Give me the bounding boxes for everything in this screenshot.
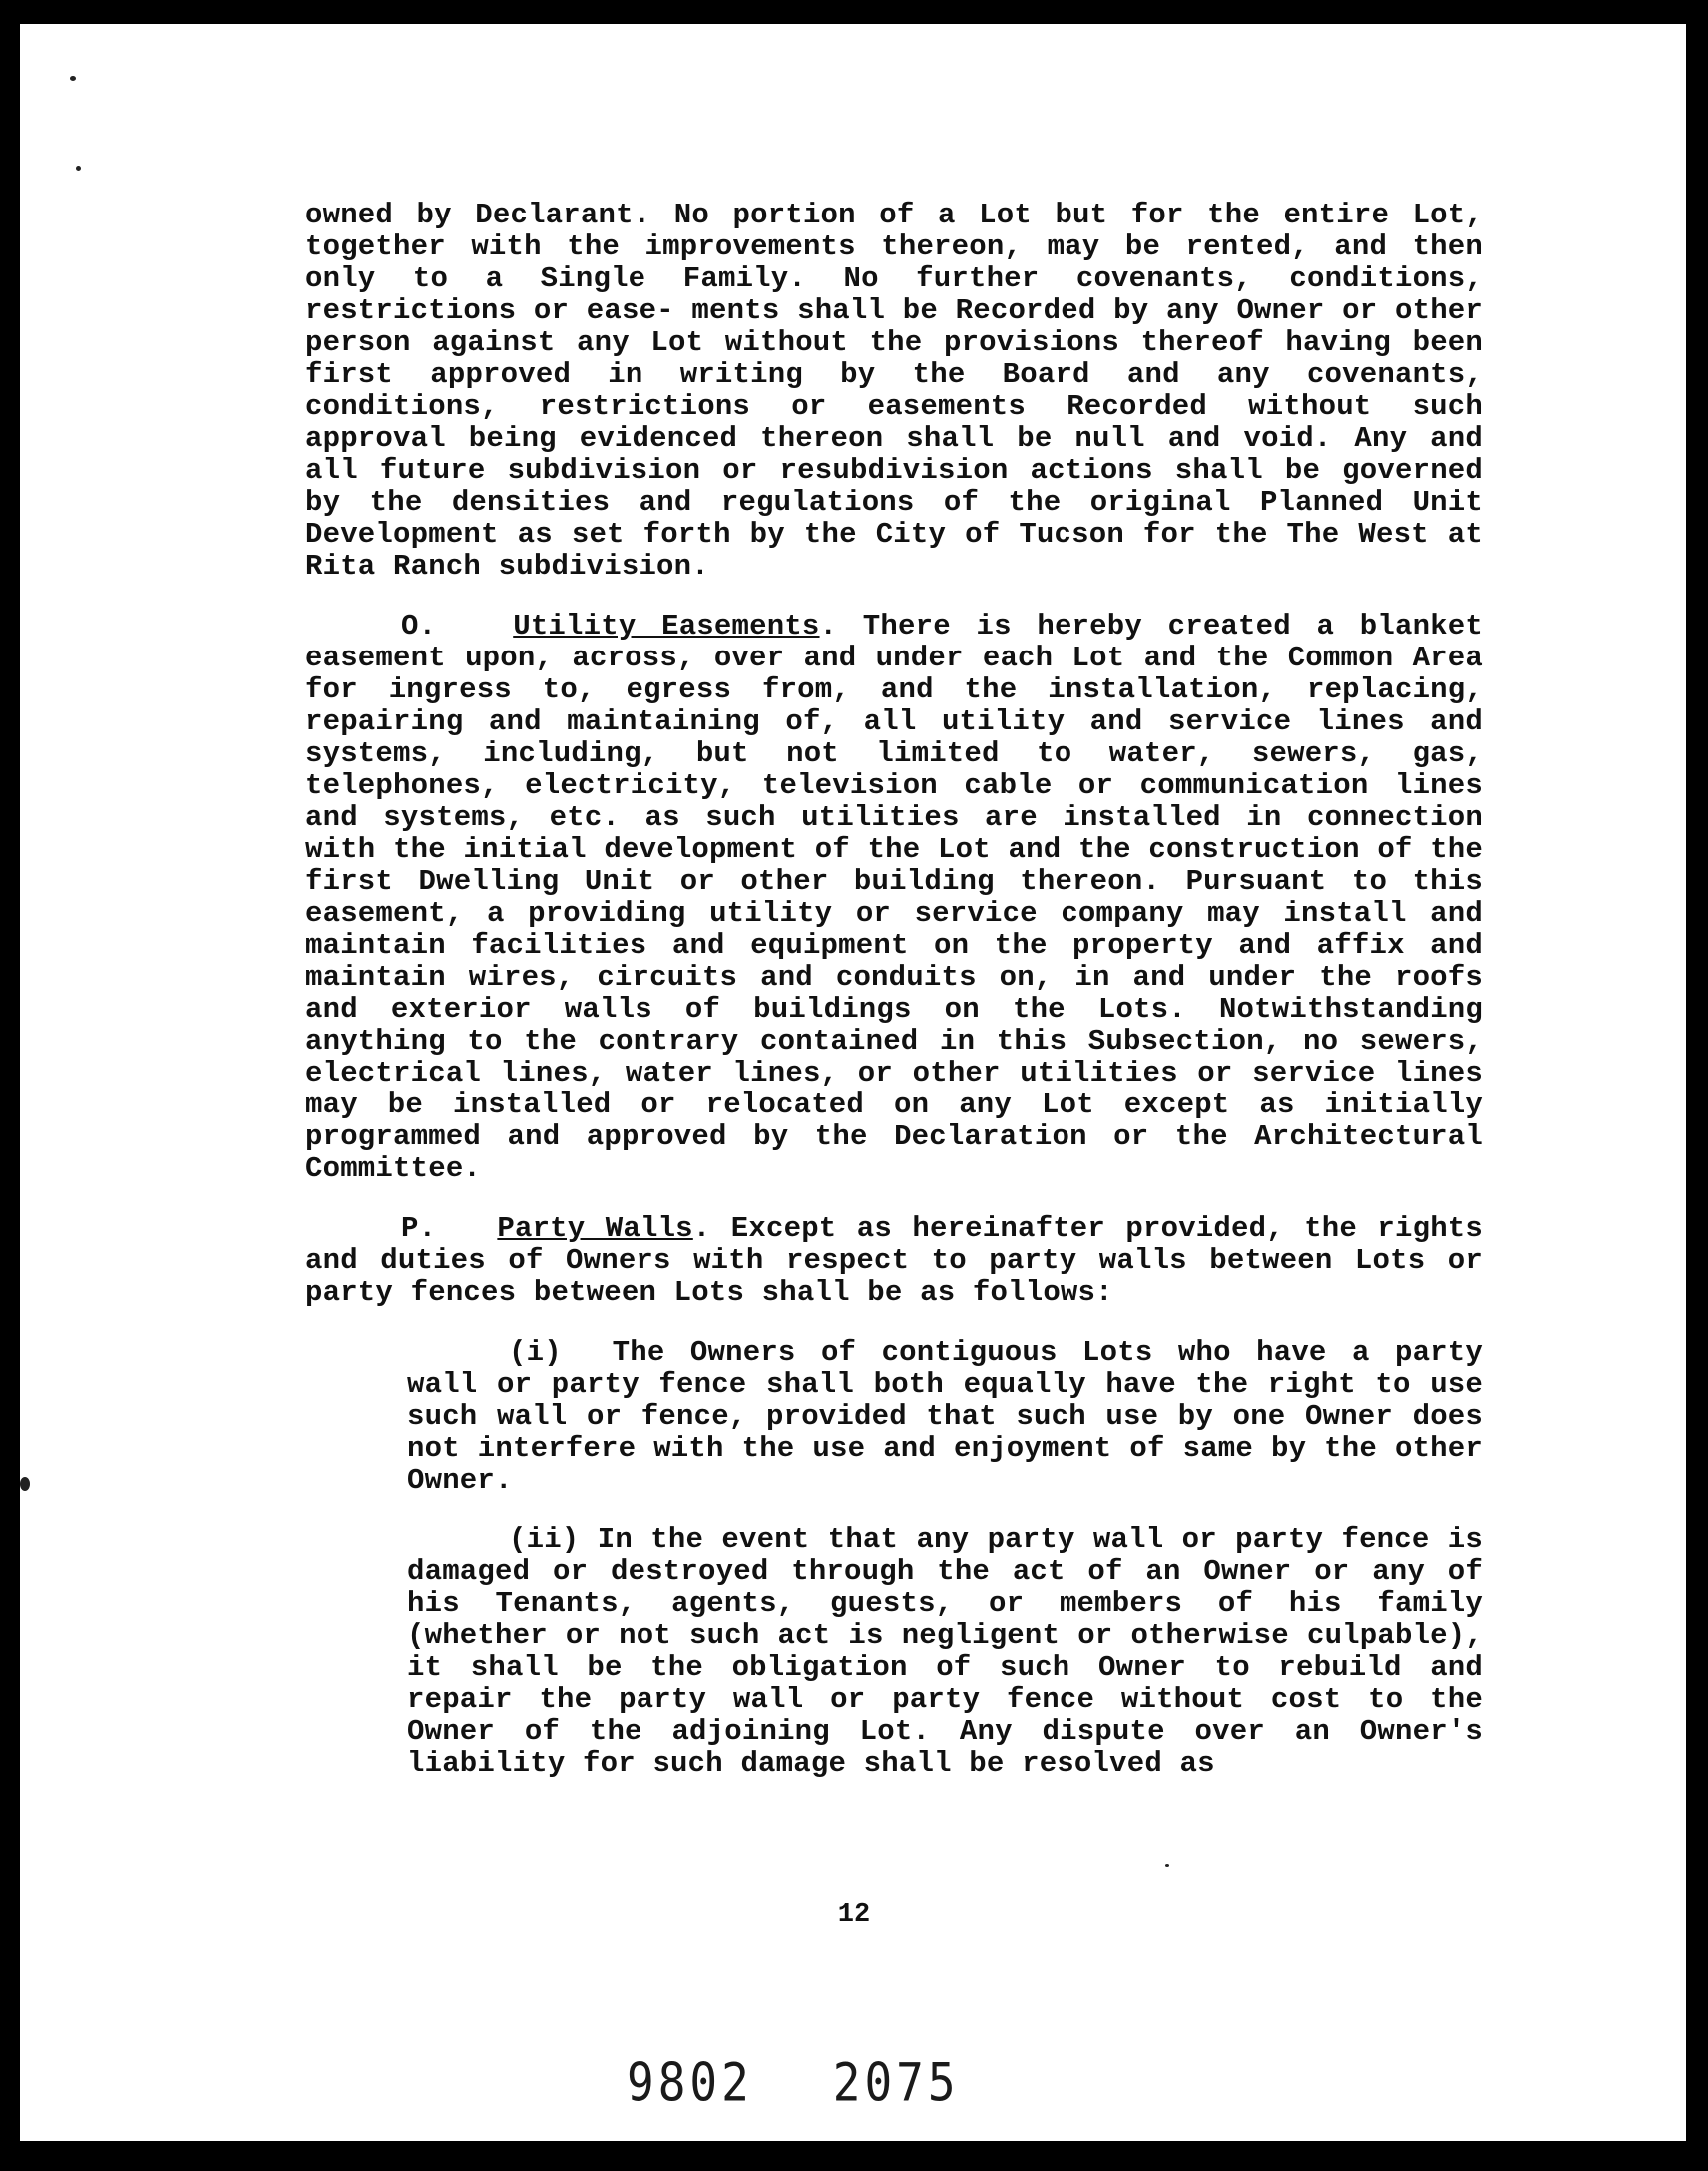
- paragraph-continuation: owned by Declarant. No portion of a Lot but for the entire Lot, together with the improvements thereon, may be rented, and then only to a Single Family. No further covenants, conditions, restrictions or ease- ments shall be Recorded by any Owner or other person against any Lot without the provisions thereof having been first approved in writing by the Board and any covenants, conditions, restrictions or easements Recorded without such approval being evidenced thereon shall be null and void. Any and all future subdivision or resubdivision actions shall be governed by the densities and regulations of the original Planned Unit Development as set forth by the City of Tucson for the The West at Rita Ranch subdivision.: [305, 199, 1483, 583]
- section-o-letter: O.: [401, 610, 437, 643]
- section-o-heading: Utility Easements: [513, 610, 820, 643]
- subsection-ii-label: (ii): [509, 1523, 580, 1556]
- section-o-text: . There is hereby created a blanket easement upon, across, over and under each Lot and the Common Area for ingress to, egress from, and the installation, replacing, repairing and maintaining of, all utility and service lines and systems, including, but not limited to water, sewers, gas, telephones, electricity, television cable or communication lines and systems, etc. as such utilities are installed in connection with the initial development of the Lot and the construction of the first Dwelling Unit or other building thereon. Pursuant to this easement, a providing utility or service company may install and maintain facilities and equipment on the property and affix and maintain wires, circuits and conduits on, in and under the roofs and exterior walls of buildings on the Lots. Notwithstanding anything to the contrary contained in this Subsection, no sewers, electrical lines, water lines, or other utilities or service lines may be installed or relocated on any Lot except as initially programmed and approved by the Declaration or the Architectural Committee.: [305, 610, 1483, 1185]
- scan-border-top: [0, 0, 1708, 24]
- section-p-letter: P.: [401, 1212, 437, 1245]
- stamp-right-number: 2075: [832, 2050, 960, 2114]
- section-o-utility-easements: [305, 611, 1483, 1185]
- subsection-i-label: (i): [509, 1336, 562, 1369]
- scan-border-left: [0, 0, 20, 2171]
- document-body: [305, 200, 1483, 1808]
- subsection-i: [407, 1337, 1483, 1497]
- section-p-party-walls: [305, 1213, 1483, 1309]
- section-p-heading: Party Walls: [497, 1212, 693, 1245]
- scan-speck: [20, 1477, 30, 1491]
- subsection-ii: [407, 1524, 1483, 1780]
- subsection-ii-text: In the event that any party wall or party fence is damaged or destroyed through the act of an Owner or any of his Tenants, agents, guests, or members of his family (whether or not such act is negligent or otherwise culpable), it shall be the obligation of such Owner to rebuild and repair the party wall or party fence without cost to the Owner of the adjoining Lot. Any dispute over an Owner's liability for such damage shall be resolved as: [407, 1523, 1483, 1780]
- section-p-text: . Except as hereinafter provided, the rights and duties of Owners with respect to party walls between Lots or party fences between Lots shall be as follows:: [305, 1212, 1483, 1309]
- recording-stamp: [627, 2051, 960, 2113]
- scan-speck: [1165, 1864, 1169, 1867]
- scan-border-bottom: [0, 2141, 1708, 2171]
- page-number: 12: [837, 1900, 871, 1930]
- scan-border-right: [1686, 0, 1708, 2171]
- scan-speck: [76, 166, 81, 171]
- stamp-left-number: 9802: [627, 2050, 753, 2114]
- subsection-i-text: The Owners of contiguous Lots who have a party wall or party fence shall both equally have the right to use such wall or fence, provided that such use by one Owner does not interfere with the use and enjoyment of same by the other Owner.: [407, 1336, 1483, 1497]
- scan-speck: [70, 76, 76, 81]
